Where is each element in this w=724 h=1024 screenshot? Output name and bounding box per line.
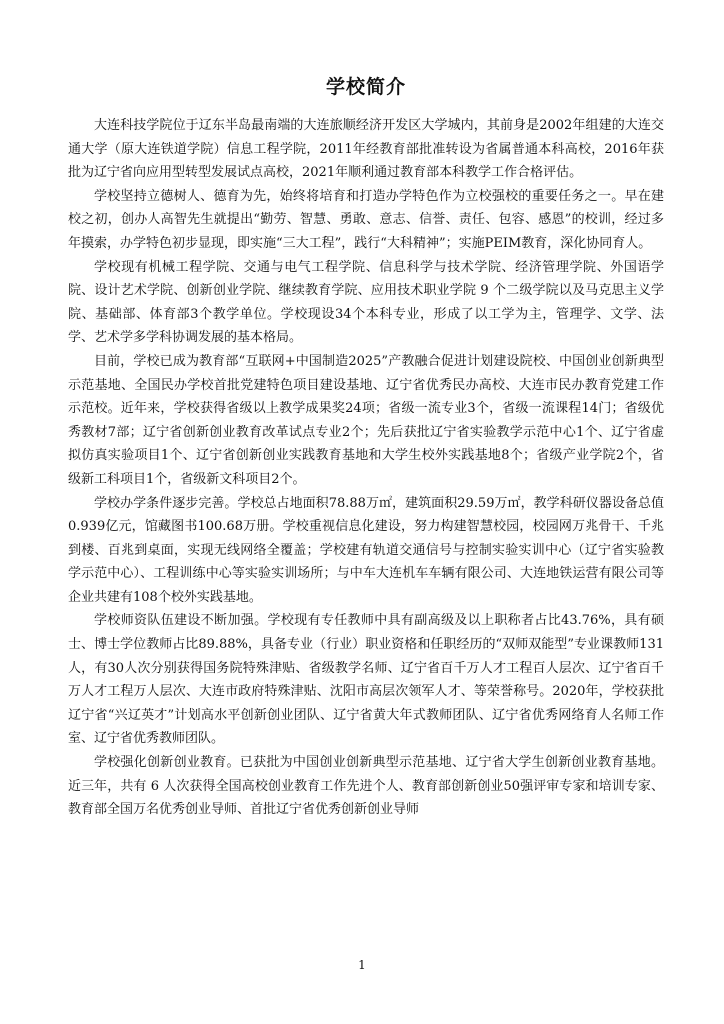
paragraph-school-motto: 学校坚持立德树人、德育为先，始终将培育和打造办学特色作为立校强校的重要任务之一。早在建校之初，创办人高智先生就提出“勤劳、智慧、勇敢、意志、信誉、责任、包容、感恩”的校训，经过多年摸索，办学特色初步显现，即实施“三大工程”，践行“大科精神”；实施PEIM教育，深化协同育人。: [68, 188, 664, 251]
page-title: 学校简介: [325, 76, 406, 98]
paragraph-facilities: 学校办学条件逐步完善。学校总占地面积78.88万㎡，建筑面积29.59万㎡，教学科研仪器设备总值0.939亿元，馆藏图书100.68万册。学校重视信息化建设，努力构建智慧校园，校园网万兆骨干、千兆到楼、百兆到桌面，实现无线网络全覆盖；学校建有轨道交通信号与控制实验实训中心（辽宁省实验教学示范中心）、工程训练中心等实验实训场所；与中车大连机车车辆有限公司、大连地铁运营有限公司等企业共建有108个校外实践基地。: [68, 495, 664, 605]
paragraph-achievements: 目前，学校已成为教育部“互联网+中国制造2025”产教融合促进计划建设院校、中国创业创新典型示范基地、全国民办学校首批党建特色项目建设基地、辽宁省优秀民办高校、大连市民办教育党建工作示范校。近年来，学校获得省级以上教学成果奖24项；省级一流专业3个，省级一流课程14门；省级优秀教材7部；辽宁省创新创业教育改革试点专业2个；先后获批辽宁省实验教学示范中心1个、辽宁省虚拟仿真实验项目1个、辽宁省创新创业实践教育基地和大学生校外实践基地8个；省级产业学院2个，省级新工科项目1个，省级新文科项目2个。: [68, 353, 664, 487]
paragraph-colleges: 学校现有机械工程学院、交通与电气工程学院、信息科学与技术学院、经济管理学院、外国语学院、设计艺术学院、创新创业学院、继续教育学院、应用技术职业学院 9 个二级学院以及马克思主义学院、基础部、体育部3个教学单位。学校现设34个本科专业，形成了以工学为主，管理学、文学、法学、艺术学多学科协调发展的基本格局。: [68, 259, 664, 346]
paragraph-overview: 大连科技学院位于辽东半岛最南端的大连旅顺经济开发区大学城内，其前身是2002年组建的大连交通大学（原大连铁道学院）信息工程学院，2011年经教育部批准转设为省属普通本科高校，2016年获批为辽宁省向应用型转型发展试点高校，2021年顺利通过教育部本科教学工作合格评估。: [68, 118, 664, 181]
page-number: 1: [358, 958, 366, 972]
paragraph-faculty: 学校师资队伍建设不断加强。学校现有专任教师中具有副高级及以上职称者占比43.76%，具有硕士、博士学位教师占比89.88%，具备专业（行业）职业资格和任职经历的“双师双能型”专业课教师131人，有30人次分别获得国务院特殊津贴、省级教学名师、辽宁省百千万人才工程百人层次、辽宁省百千万人才工程万人层次、大连市政府特殊津贴、沈阳市高层次领军人才、等荣誉称号。2020年，学校获批辽宁省“兴辽英才”计划高水平创新创业团队、辽宁省黄大年式教师团队、辽宁省优秀网络育人名师工作室、辽宁省优秀教师团队。: [68, 613, 664, 747]
paragraph-entrepreneurship: 学校强化创新创业教育。已获批为中国创业创新典型示范基地、辽宁省大学生创新创业教育基地。近三年，共有 6 人次获得全国高校创业教育工作先进个人、教育部创新创业50强评审专家和培训专家、教育部全国万名优秀创业导师、首批辽宁省优秀创新创业导师: [68, 755, 664, 818]
